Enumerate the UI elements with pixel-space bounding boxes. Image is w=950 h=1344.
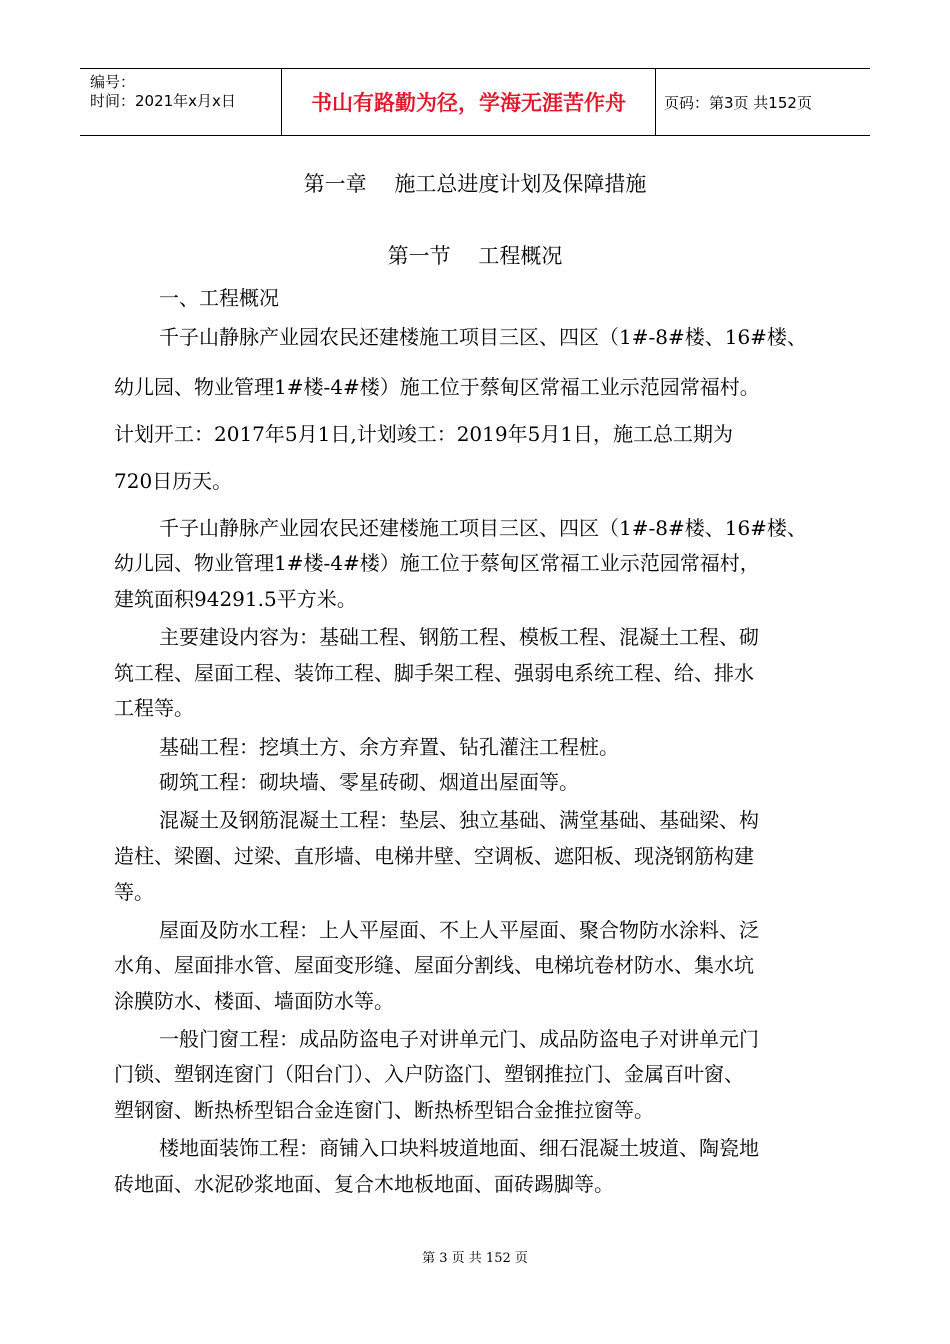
body-line: 千子山静脉产业园农民还建楼施工项目三区、四区（1#-8#楼、16#楼、	[159, 325, 807, 349]
document-number-label: 编号：	[90, 73, 136, 91]
body-line: 幼儿园、物业管理1#楼-4#楼）施工位于蔡甸区常福工业示范园常福村。	[114, 375, 760, 399]
header-motto: 书山有路勤为径，学海无涯苦作舟	[282, 69, 656, 135]
page-footer: 第 3 页 共 152 页	[422, 1251, 528, 1266]
body-line: 幼儿园、物业管理1#楼-4#楼）施工位于蔡甸区常福工业示范园常福村，	[114, 551, 760, 575]
body-line: 主要建设内容为：基础工程、钢筋工程、模板工程、混凝土工程、砌	[159, 625, 759, 649]
body-line: 门锁、塑钢连窗门（阳台门）、入户防盗门、塑钢推拉门、金属百叶窗、	[114, 1062, 744, 1086]
section-title: 第一节 工程概况	[387, 244, 563, 268]
body-line: 等。	[114, 880, 154, 904]
document-time-label: 时间：2021年x月x日	[90, 92, 236, 110]
body-line: 千子山静脉产业园农民还建楼施工项目三区、四区（1#-8#楼、16#楼、	[159, 516, 807, 540]
body-line: 塑钢窗、断热桥型铝合金连窗门、断热桥型铝合金推拉窗等。	[114, 1098, 654, 1122]
body-line: 混凝土及钢筋混凝土工程：垫层、独立基础、满堂基础、基础梁、构	[159, 808, 759, 832]
body-line: 工程等。	[114, 696, 194, 720]
body-line: 砌筑工程：砌块墙、零星砖砌、烟道出屋面等。	[159, 770, 579, 794]
header-page-info: 页码：第3页 共152页	[664, 93, 812, 112]
page-header	[80, 68, 870, 136]
body-line: 筑工程、屋面工程、装饰工程、脚手架工程、强弱电系统工程、给、排水	[114, 661, 754, 685]
body-line: 计划开工：2017年5月1日,计划竣工：2019年5月1日，施工总工期为	[114, 422, 734, 446]
body-line: 涂膜防水、楼面、墙面防水等。	[114, 989, 394, 1013]
body-line: 水角、屋面排水管、屋面变形缝、屋面分割线、电梯坑卷材防水、集水坑	[114, 953, 754, 977]
body-line: 建筑面积94291.5平方米。	[114, 587, 357, 611]
body-line: 砖地面、水泥砂浆地面、复合木地板地面、面砖踢脚等。	[114, 1172, 614, 1196]
body-line: 造柱、梁圈、过梁、直形墙、电梯井壁、空调板、遮阳板、现浇钢筋构建	[114, 844, 754, 868]
header-left-cell	[80, 69, 282, 135]
subheading-overview: 一、工程概况	[159, 286, 279, 310]
body-line: 一般门窗工程：成品防盗电子对讲单元门、成品防盗电子对讲单元门	[159, 1027, 759, 1051]
chapter-title: 第一章 施工总进度计划及保障措施	[303, 172, 647, 196]
body-line: 屋面及防水工程：上人平屋面、不上人平屋面、聚合物防水涂料、泛	[159, 918, 759, 942]
body-line: 720日历天。	[114, 469, 233, 493]
body-line: 楼地面装饰工程：商铺入口块料坡道地面、细石混凝土坡道、陶瓷地	[159, 1136, 759, 1160]
body-line: 基础工程：挖填土方、余方弃置、钻孔灌注工程桩。	[159, 735, 619, 759]
